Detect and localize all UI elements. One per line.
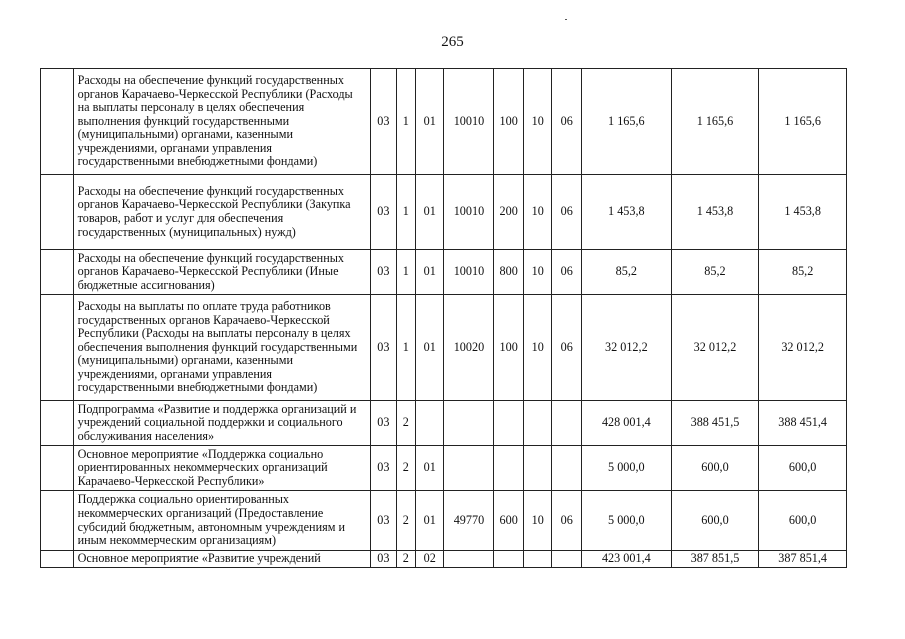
subchapter-code [552, 551, 582, 568]
chapter-code [523, 401, 552, 446]
section-code: 03 [371, 295, 396, 401]
subchapter-code: 06 [552, 250, 582, 295]
chapter-code: 10 [523, 295, 552, 401]
amount-year-2: 32 012,2 [671, 295, 759, 401]
blank-cell [41, 250, 74, 295]
expense-type-code: 100 [494, 295, 524, 401]
expense-type-code: 600 [494, 491, 524, 551]
amount-year-1: 1 165,6 [582, 69, 672, 175]
description-cell: Основное мероприятие «Поддержка социально ориентированных некоммерческих организаций Карачаево-Черкесской Республики» [73, 446, 371, 491]
expense-type-code: 800 [494, 250, 524, 295]
program-code: 01 [415, 295, 444, 401]
direction-code [444, 551, 494, 568]
amount-year-3: 388 451,4 [759, 401, 847, 446]
table-row [41, 551, 847, 568]
amount-year-1: 5 000,0 [582, 446, 672, 491]
section-code: 03 [371, 551, 396, 568]
description-cell: Расходы на обеспечение функций государственных органов Карачаево-Черкесской Республики (Закупка товаров, работ и услуг для обеспечения государственных (муниципальных) нужд) [73, 175, 371, 250]
amount-year-1: 428 001,4 [582, 401, 672, 446]
table-row [41, 175, 847, 250]
chapter-code [523, 446, 552, 491]
section-code: 03 [371, 69, 396, 175]
blank-cell [41, 446, 74, 491]
section-code: 03 [371, 446, 396, 491]
amount-year-2: 1 165,6 [671, 69, 759, 175]
subsection-code: 2 [396, 551, 415, 568]
program-code [415, 401, 444, 446]
chapter-code [523, 551, 552, 568]
subchapter-code: 06 [552, 69, 582, 175]
description-cell: Расходы на обеспечение функций государственных органов Карачаево-Черкесской Республики (Расходы на выплаты персоналу в целях обеспечения выполнения функций государственными (муниципальными) органами, казенными учреждениями, органами управления государственными внебюджетными фондами) [73, 69, 371, 175]
subsection-code: 2 [396, 401, 415, 446]
subsection-code: 1 [396, 69, 415, 175]
expense-type-code: 200 [494, 175, 524, 250]
amount-year-2: 1 453,8 [671, 175, 759, 250]
expense-type-code: 100 [494, 69, 524, 175]
program-code: 01 [415, 446, 444, 491]
amount-year-1: 423 001,4 [582, 551, 672, 568]
amount-year-3: 1 453,8 [759, 175, 847, 250]
expense-type-code [494, 401, 524, 446]
table-row [41, 401, 847, 446]
blank-cell [41, 491, 74, 551]
amount-year-3: 1 165,6 [759, 69, 847, 175]
blank-cell [41, 69, 74, 175]
table-row [41, 446, 847, 491]
amount-year-3: 32 012,2 [759, 295, 847, 401]
subchapter-code: 06 [552, 175, 582, 250]
subsection-code: 1 [396, 250, 415, 295]
program-code: 02 [415, 551, 444, 568]
description-cell: Расходы на выплаты по оплате труда работников государственных органов Карачаево-Черкесской Республики (Расходы на выплаты персоналу в целях обеспечения выполнения функций государственными (муниципальными) органами, казенными учреждениями, органами управления государственными внебюджетными фондами) [73, 295, 371, 401]
subsection-code: 2 [396, 446, 415, 491]
amount-year-2: 387 851,5 [671, 551, 759, 568]
subchapter-code [552, 446, 582, 491]
chapter-code: 10 [523, 69, 552, 175]
subsection-code: 1 [396, 175, 415, 250]
program-code: 01 [415, 69, 444, 175]
amount-year-2: 388 451,5 [671, 401, 759, 446]
program-code: 01 [415, 491, 444, 551]
program-code: 01 [415, 175, 444, 250]
blank-cell [41, 401, 74, 446]
section-code: 03 [371, 401, 396, 446]
description-cell: Основное мероприятие «Развитие учреждений [73, 551, 371, 568]
page-number: 265 [441, 34, 464, 50]
chapter-code: 10 [523, 175, 552, 250]
amount-year-1: 32 012,2 [582, 295, 672, 401]
direction-code: 10010 [444, 250, 494, 295]
amount-year-1: 5 000,0 [582, 491, 672, 551]
chapter-code: 10 [523, 491, 552, 551]
subchapter-code: 06 [552, 491, 582, 551]
chapter-code: 10 [523, 250, 552, 295]
subsection-code: 2 [396, 491, 415, 551]
amount-year-1: 85,2 [582, 250, 672, 295]
section-code: 03 [371, 175, 396, 250]
amount-year-2: 600,0 [671, 491, 759, 551]
direction-code [444, 401, 494, 446]
expense-type-code [494, 446, 524, 491]
table-row [41, 295, 847, 401]
amount-year-3: 600,0 [759, 491, 847, 551]
blank-cell [41, 295, 74, 401]
budget-table [40, 68, 847, 568]
direction-code: 49770 [444, 491, 494, 551]
blank-cell [41, 551, 74, 568]
table-row [41, 250, 847, 295]
direction-code [444, 446, 494, 491]
amount-year-3: 600,0 [759, 446, 847, 491]
description-cell: Поддержка социально ориентированных некоммерческих организаций (Предоставление субсидий бюджетным, автономным учреждениям и иным некоммерческим организациям) [73, 491, 371, 551]
program-code: 01 [415, 250, 444, 295]
expense-type-code [494, 551, 524, 568]
subchapter-code [552, 401, 582, 446]
amount-year-2: 85,2 [671, 250, 759, 295]
direction-code: 10020 [444, 295, 494, 401]
description-cell: Расходы на обеспечение функций государственных органов Карачаево-Черкесской Республики (Иные бюджетные ассигнования) [73, 250, 371, 295]
table-row [41, 491, 847, 551]
direction-code: 10010 [444, 175, 494, 250]
table-row [41, 69, 847, 175]
amount-year-1: 1 453,8 [582, 175, 672, 250]
amount-year-3: 85,2 [759, 250, 847, 295]
subchapter-code: 06 [552, 295, 582, 401]
section-code: 03 [371, 491, 396, 551]
direction-code: 10010 [444, 69, 494, 175]
section-code: 03 [371, 250, 396, 295]
blank-cell [41, 175, 74, 250]
subsection-code: 1 [396, 295, 415, 401]
amount-year-3: 387 851,4 [759, 551, 847, 568]
amount-year-2: 600,0 [671, 446, 759, 491]
scan-speck [565, 19, 567, 20]
description-cell: Подпрограмма «Развитие и поддержка организаций и учреждений социальной поддержки и социального обслуживания населения» [73, 401, 371, 446]
